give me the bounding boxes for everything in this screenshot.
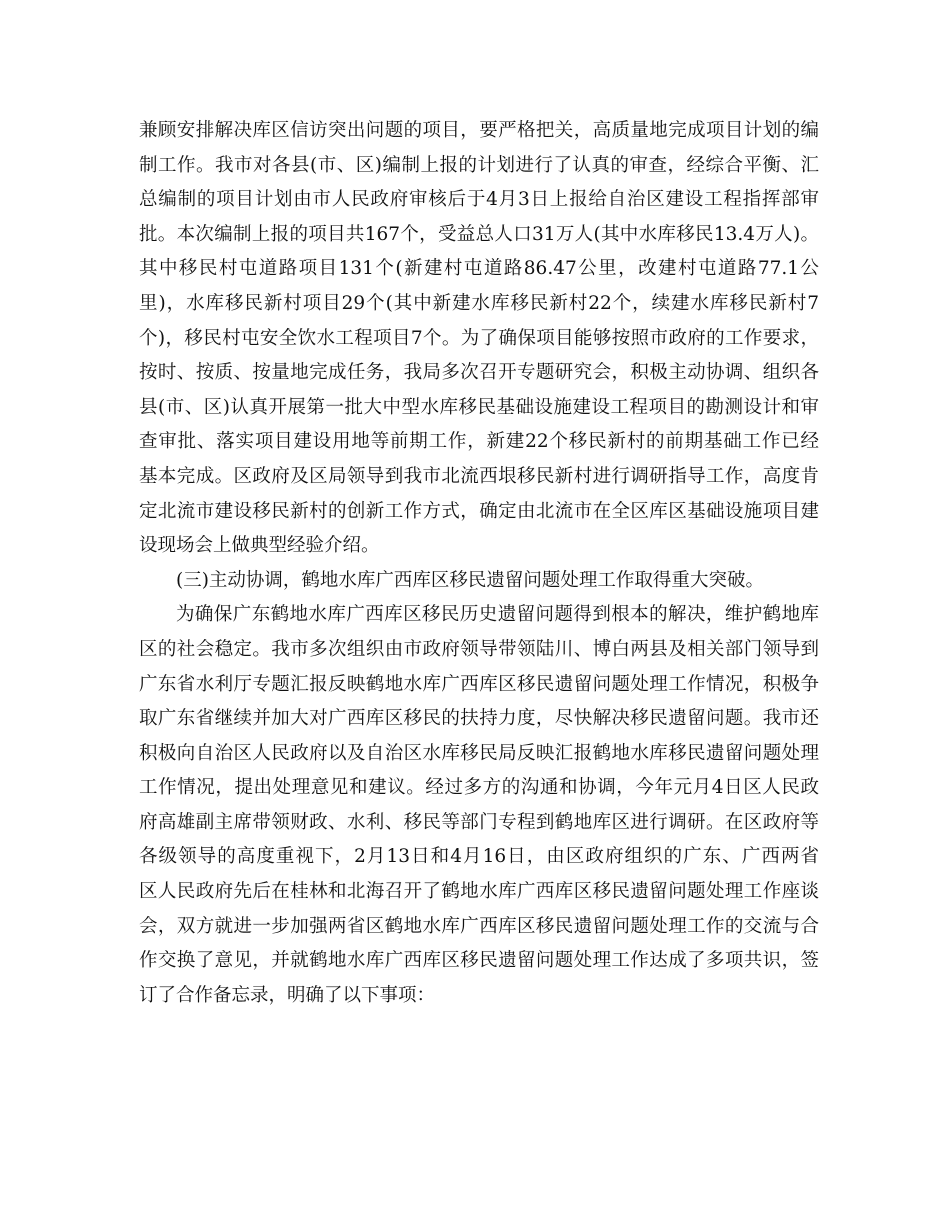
paragraph bbox=[139, 114, 819, 564]
text-line: 取广东省继续并加大对广西库区移民的扶持力度，尽快解决移民遗留问题。我市还 bbox=[139, 708, 819, 730]
section-heading bbox=[139, 564, 819, 599]
text-line: 批。本次编制上报的项目共167个，受益总人口31万人(其中水库移民13.4万人)。 bbox=[139, 223, 819, 245]
text-line: 按时、按质、按量地完成任务，我局多次召开专题研究会，积极主动协调、组织各 bbox=[139, 362, 819, 384]
text-line: 会，双方就进一步加强两省区鹤地水库广西库区移民遗留问题处理工作的交流与合 bbox=[139, 915, 819, 937]
text-line: 工作情况，提出处理意见和建议。经过多方的沟通和协调，今年元月4日区人民政 bbox=[139, 777, 819, 799]
text-line: 里)，水库移民新村项目29个(其中新建水库移民新村22个，续建水库移民新村7 bbox=[139, 292, 819, 314]
text-line: 区人民政府先后在桂林和北海召开了鹤地水库广西库区移民遗留问题处理工作座谈 bbox=[139, 881, 819, 903]
text-line: 订了合作备忘录，明确了以下事项： bbox=[139, 984, 436, 1006]
text-line: 广东省水利厅专题汇报反映鹤地水库广西库区移民遗留问题处理工作情况，积极争 bbox=[139, 673, 819, 695]
text-line: 制工作。我市对各县(市、区)编制上报的计划进行了认真的审查，经综合平衡、汇 bbox=[139, 154, 819, 176]
paragraph bbox=[139, 598, 819, 1013]
text-line: 府高雄副主席带领财政、水利、移民等部门专程到鹤地库区进行调研。在区政府等 bbox=[139, 811, 819, 833]
text-line: 其中移民村屯道路项目131个(新建村屯道路86.47公里，改建村屯道路77.1公 bbox=[139, 258, 819, 280]
text-line: 总编制的项目计划由市人民政府审核后于4月3日上报给自治区建设工程指挥部审 bbox=[139, 189, 819, 211]
text-line: 设现场会上做典型经验介绍。 bbox=[139, 535, 380, 557]
text-line: 基本完成。区政府及区局领导到我市北流西垠移民新村进行调研指导工作，高度肯 bbox=[139, 465, 819, 487]
text-line: 个)，移民村屯安全饮水工程项目7个。为了确保项目能够按照市政府的工作要求， bbox=[139, 327, 819, 349]
text-line: 县(市、区)认真开展第一批大中型水库移民基础设施建设工程项目的勘测设计和审 bbox=[139, 396, 819, 418]
text-line: 作交换了意见，并就鹤地水库广西库区移民遗留问题处理工作达成了多项共识，签 bbox=[139, 950, 819, 972]
text-line: 定北流市建设移民新村的创新工作方式，确定由北流市在全区库区基础设施项目建 bbox=[139, 500, 819, 522]
text-line: 为确保广东鹤地水库广西库区移民历史遗留问题得到根本的解决，维护鹤地库 bbox=[176, 604, 819, 626]
document-body bbox=[139, 114, 819, 1013]
text-line: 区的社会稳定。我市多次组织由市政府领导带领陆川、博白两县及相关部门领导到 bbox=[139, 638, 819, 660]
text-line: (三)主动协调，鹤地水库广西库区移民遗留问题处理工作取得重大突破。 bbox=[176, 569, 764, 591]
text-line: 查审批、落实项目建设用地等前期工作，新建22个移民新村的前期基础工作已经 bbox=[139, 431, 819, 453]
text-line: 各级领导的高度重视下，2月13日和4月16日，由区政府组织的广东、广西两省 bbox=[139, 846, 819, 868]
text-line: 兼顾安排解决库区信访突出问题的项目，要严格把关，高质量地完成项目计划的编 bbox=[139, 120, 819, 141]
text-line: 积极向自治区人民政府以及自治区水库移民局反映汇报鹤地水库移民遗留问题处理 bbox=[139, 742, 819, 764]
